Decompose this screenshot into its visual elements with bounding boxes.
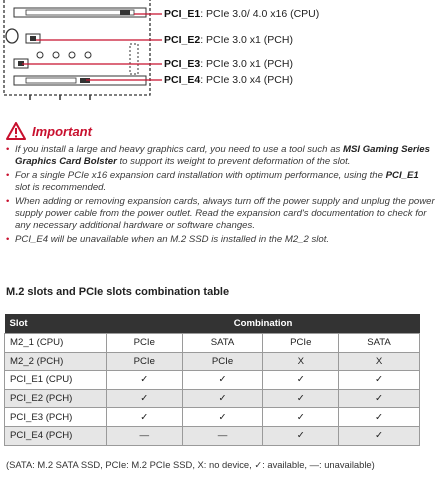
table-cell: SATA (182, 334, 263, 353)
table-cell: PCIe (107, 352, 183, 371)
table-cell: PCIe (182, 352, 263, 371)
slot-name: PCI_E1 (164, 8, 201, 20)
slot-desc: : PCIe 3.0 x1 (PCH) (200, 34, 293, 46)
important-heading (6, 122, 436, 140)
slot-desc: : PCIe 3.0 x1 (PCH) (200, 58, 293, 70)
slot-name: PCI_E4 (164, 74, 201, 86)
slot-cell: PCI_E2 (PCH) (5, 389, 107, 408)
table-row (5, 371, 420, 390)
table-cell: ✓ (263, 408, 339, 427)
slot-label-pci-e2 (164, 34, 293, 46)
slot-label-pci-e4 (164, 74, 293, 86)
table-cell: ✓ (339, 426, 420, 445)
table-cell: ✓ (339, 408, 420, 427)
table-cell: X (339, 352, 420, 371)
slot-desc: : PCIe 3.0/ 4.0 x16 (CPU) (200, 8, 320, 20)
slot-label-pci-e3 (164, 58, 293, 70)
table-row (5, 408, 420, 427)
slot-name: PCI_E3 (164, 58, 201, 70)
slot-label-pci-e1 (164, 8, 319, 20)
list-item: • For a single PCIe x16 expansion card installation with optimum performance, using the PCI_E1 slot is recommended. (6, 170, 436, 193)
slot-cell: PCI_E3 (PCH) (5, 408, 107, 427)
table-cell: ✓ (182, 389, 263, 408)
table-row (5, 426, 420, 445)
important-list (6, 144, 436, 246)
table-cell: ✓ (263, 371, 339, 390)
table-row (5, 334, 420, 353)
table-header-row (5, 314, 420, 334)
pcie-slot-diagram (0, 0, 440, 110)
combination-column-header: Combination (107, 314, 420, 334)
slot-cell: M2_2 (PCH) (5, 352, 107, 371)
table-cell: PCIe (263, 334, 339, 353)
table-cell: ✓ (339, 371, 420, 390)
warning-icon (6, 122, 26, 140)
table-cell: ✓ (182, 408, 263, 427)
table-cell: X (263, 352, 339, 371)
table-cell: PCIe (107, 334, 183, 353)
table-cell: ✓ (263, 389, 339, 408)
slot-name: PCI_E2 (164, 34, 201, 46)
table-cell: SATA (339, 334, 420, 353)
table-cell: — (107, 426, 183, 445)
table-cell: ✓ (107, 371, 183, 390)
table-row (5, 389, 420, 408)
list-item: • When adding or removing expansion cards, always turn off the power supply and unplug the power supply power cable from the power outlet. Read the expansion card's documentation to check for any necessary additional hardware or software changes. (6, 196, 436, 231)
slot-cell: M2_1 (CPU) (5, 334, 107, 353)
table-row (5, 352, 420, 371)
list-item: • PCI_E4 will be unavailable when an M.2 SSD is installed in the M2_2 slot. (6, 234, 436, 246)
important-notes (6, 122, 436, 249)
table-cell: ✓ (263, 426, 339, 445)
combination-table (4, 314, 420, 446)
important-title: Important (32, 123, 92, 139)
table-cell: ✓ (182, 371, 263, 390)
table-cell: ✓ (107, 389, 183, 408)
slot-cell: PCI_E1 (CPU) (5, 371, 107, 390)
slot-desc: : PCIe 3.0 x4 (PCH) (200, 74, 293, 86)
table-cell: — (182, 426, 263, 445)
list-item: • If you install a large and heavy graphics card, you need to use a tool such as MSI Gaming Series Graphics Card Bolster to support its weight to prevent deformation of the slot. (6, 144, 436, 167)
slot-cell: PCI_E4 (PCH) (5, 426, 107, 445)
table-cell: ✓ (339, 389, 420, 408)
table-legend: (SATA: M.2 SATA SSD, PCIe: M.2 PCIe SSD, X: no device, ✓: available, —: unavailable) (6, 459, 375, 470)
table-cell: ✓ (107, 408, 183, 427)
table-title: M.2 slots and PCIe slots combination table (6, 286, 230, 298)
slot-column-header: Slot (5, 314, 107, 334)
